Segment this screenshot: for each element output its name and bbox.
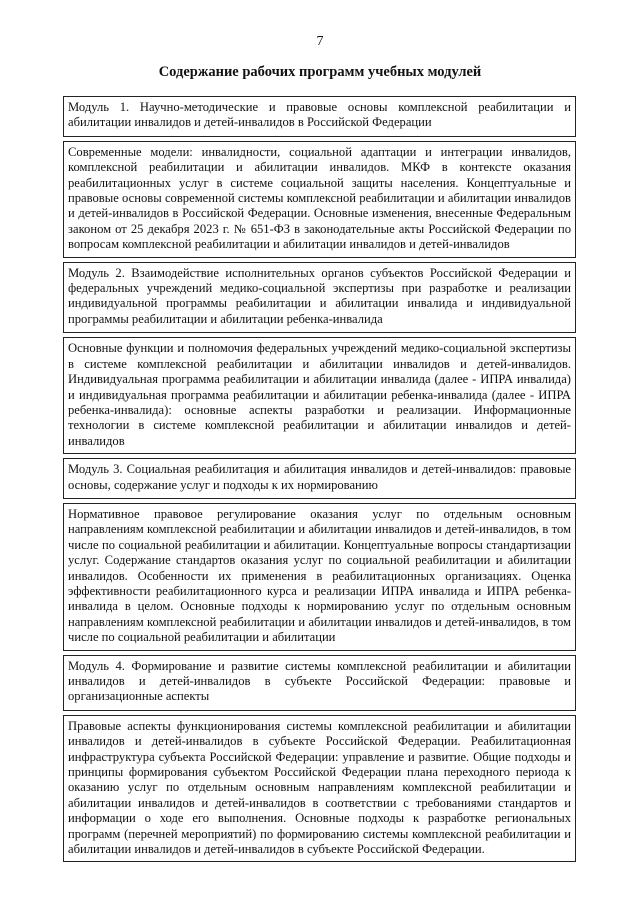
module-4-title: Модуль 4. Формирование и развитие системы комплексной реабилитации и абилитации инвалидов и детей-инвалидов в субъекте Российской Федерации: правовые и организационные аспекты: [64, 655, 576, 710]
module-1-content: Современные модели: инвалидности, социальной адаптации и интеграции инвалидов, комплексной реабилитации и абилитации инвалидов. МКФ в контексте оказания реабилитационных услуг в системе социальной защиты населения. Концептуальные и правовые основы современной системы комплексной реабилитации и абилитации инвалидов и детей-инвалидов в Российской Федерации. Основные изменения, внесенные Федеральным законом от 25 декабря 2023 г. № 651-ФЗ в законодательные акты Российской Федерации по вопросам комплексной реабилитации и абилитации инвалидов и детей-инвалидов: [64, 141, 576, 257]
table-row: [64, 141, 576, 257]
table-row: [64, 338, 576, 454]
module-2-title: Модуль 2. Взаимодействие исполнительных органов субъектов Российской Федерации и федеральных учреждений медико-социальной экспертизы при разработке и реализации индивидуальной программы реабилитации и абилитации инвалида и индивидуальной программы реабилитации и абилитации ребенка-инвалида: [64, 262, 576, 333]
module-1-title: Модуль 1. Научно-методические и правовые основы комплексной реабилитации и абилитации инвалидов и детей-инвалидов в Российской Федерации: [64, 97, 576, 137]
module-3-content: Нормативное правовое регулирование оказания услуг по отдельным основным направлениям комплексной реабилитации и абилитации инвалидов и детей-инвалидов, в том числе по социальной реабилитации и абилитации. Концептуальные вопросы стандартизации услуг. Содержание стандартов оказания услуг по социальной реабилитации и абилитации инвалидов. Особенности их применения в реабилитационных организациях. Оценка эффективности реабилитационного курса и реализации ИПРА инвалида и ИПРА ребенка-инвалида в целом. Основные подходы к нормированию услуг по отдельным основным направлениям комплексной реабилитации и абилитации инвалидов и детей-инвалидов, в том числе по социальной реабилитации и абилитации: [64, 503, 576, 650]
table-row: [64, 97, 576, 137]
table-row: [64, 715, 576, 862]
table-row: [64, 503, 576, 650]
curriculum-table: [63, 96, 576, 862]
table-row: [64, 262, 576, 333]
table-row: [64, 459, 576, 499]
page-title: Содержание рабочих программ учебных модулей: [158, 64, 482, 80]
module-3-title: Модуль 3. Социальная реабилитация и абилитация инвалидов и детей-инвалидов: правовые основы, содержание услуг и подходы к их нормированию: [64, 459, 576, 499]
table-row: [64, 655, 576, 710]
page-number: 7: [316, 34, 324, 49]
module-2-content: Основные функции и полномочия федеральных учреждений медико-социальной экспертизы в системе комплексной реабилитации и абилитации инвалидов и детей-инвалидов. Индивидуальная программа реабилитации и абилитации инвалида (далее - ИПРА инвалида) и индивидуальная программа реабилитации и абилитации ребенка-инвалида (далее - ИПРА ребенка-инвалида): основные аспекты разработки и реализации. Информационные технологии в системе комплексной реабилитации и абилитации инвалидов и детей-инвалидов: [64, 338, 576, 454]
module-4-content: Правовые аспекты функционирования системы комплексной реабилитации и абилитации инвалидов и детей-инвалидов в субъекте Российской Федерации. Реабилитационная инфраструктура субъекта Российской Федерации: управление и развитие. Общие подходы и принципы формирования субъектом Российской Федерации плана переходного периода к оказанию услуг по отдельным основным направлениям комплексной реабилитации и абилитации инвалидов и детей-инвалидов в соответствии с требованиями стандартов и информации о ходе его выполнения. Основные подходы к разработке региональных программ (перечней мероприятий) по формированию системы комплексной реабилитации и абилитации инвалидов и детей-инвалидов в субъекте Российской Федерации.: [64, 715, 576, 862]
